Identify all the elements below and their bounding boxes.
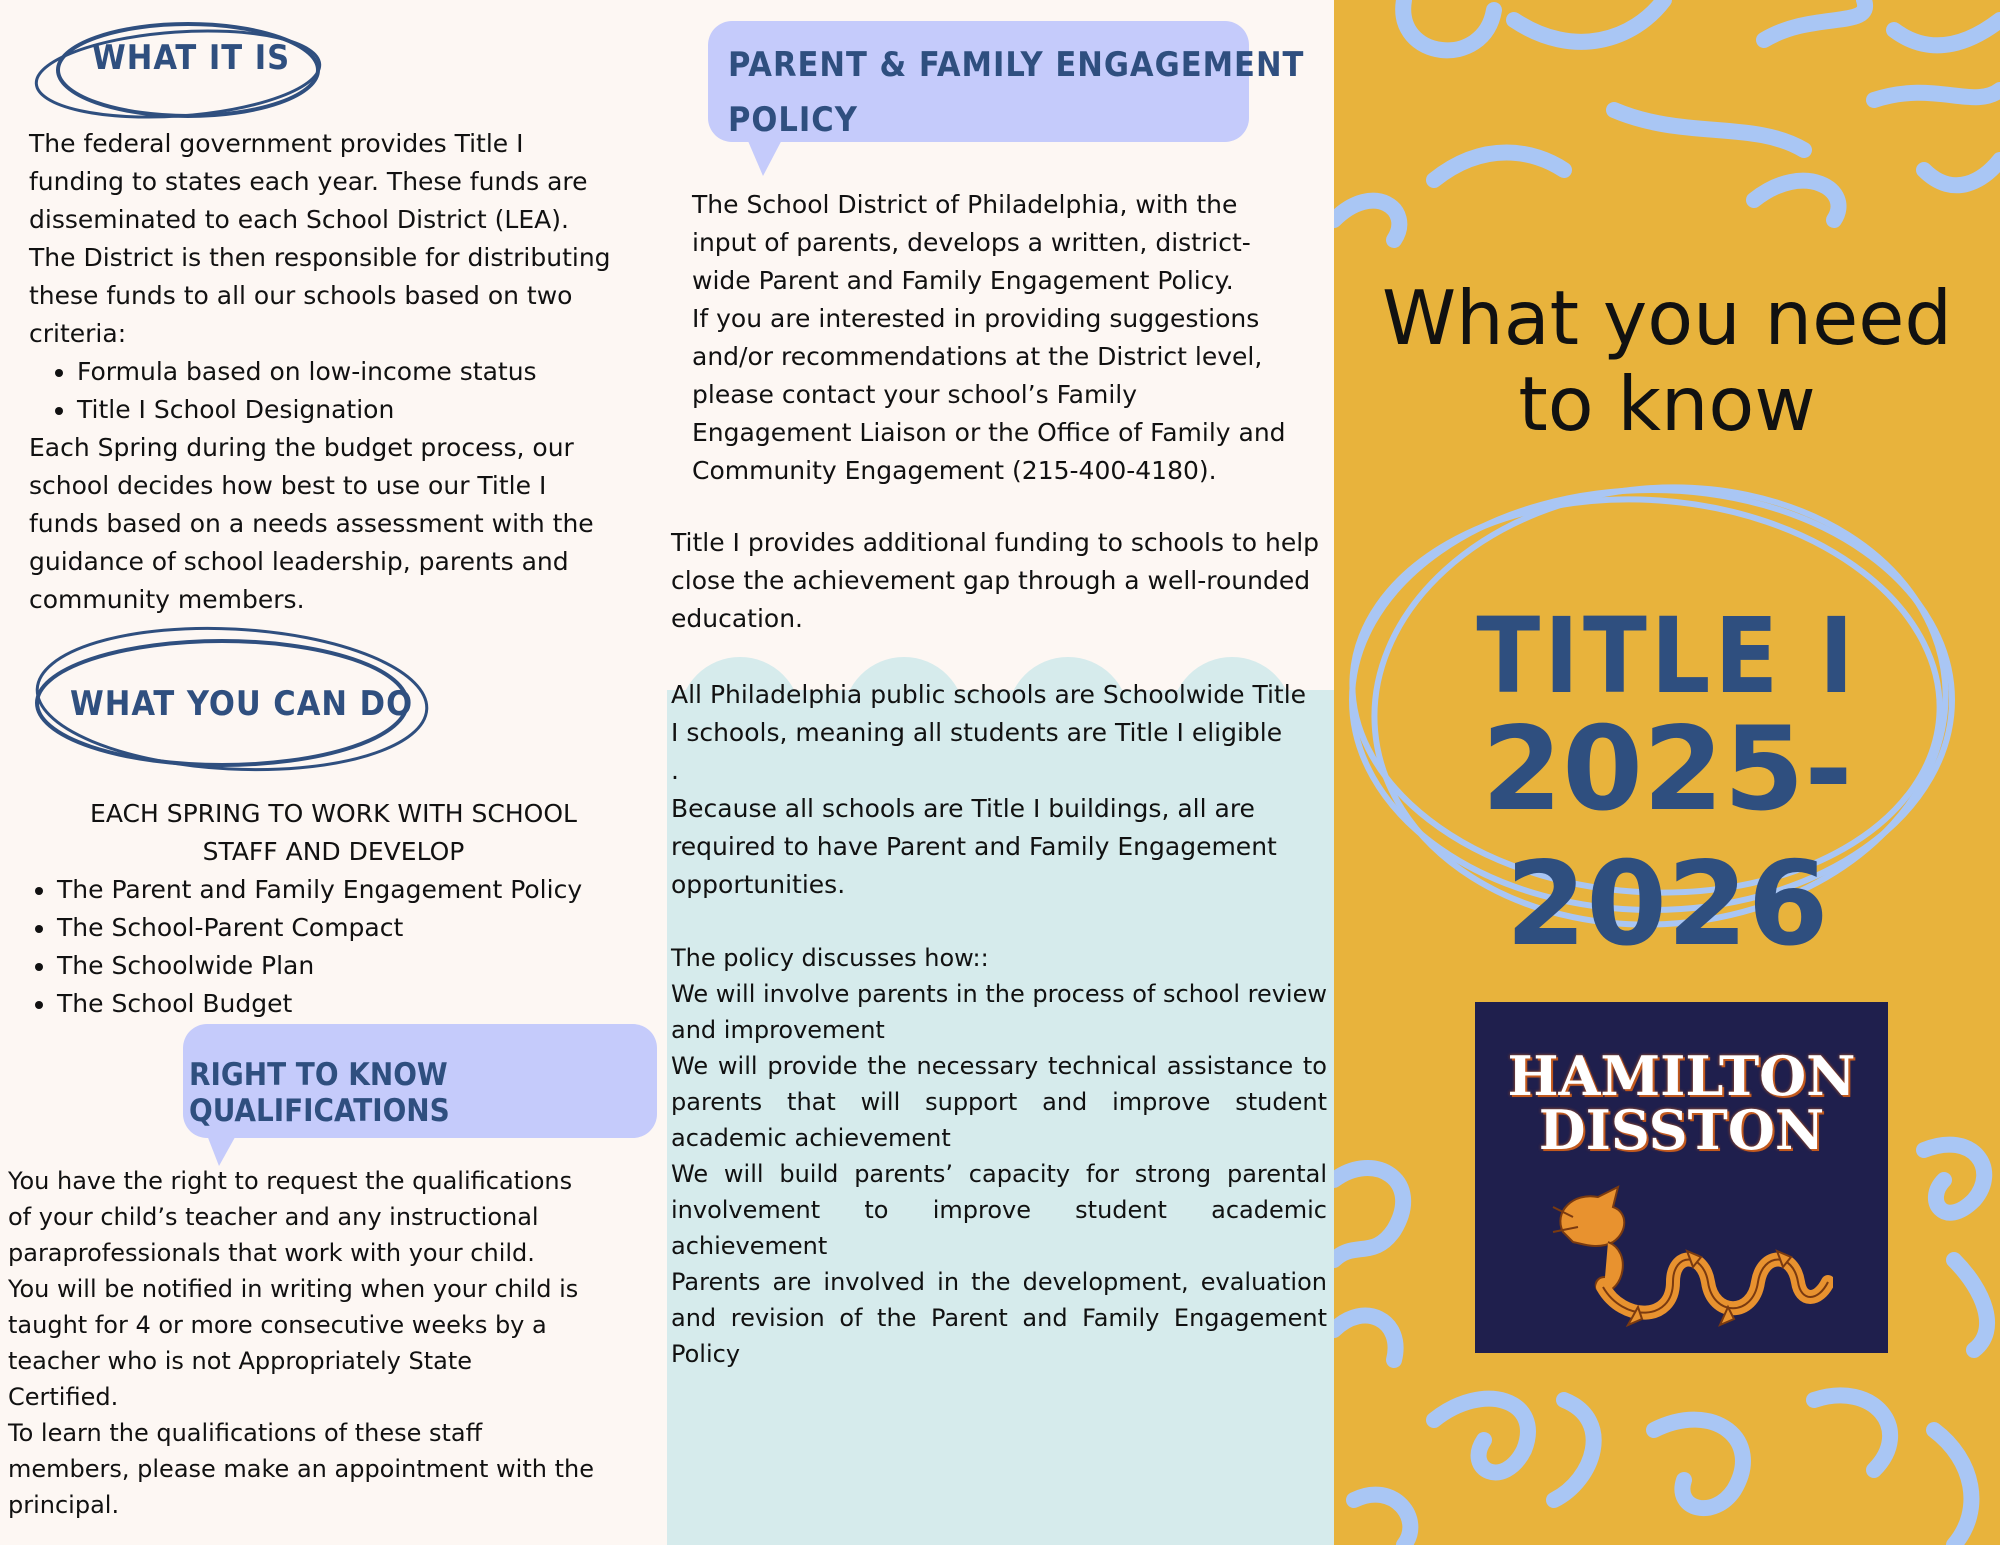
left-panel [0, 0, 667, 1545]
what-you-can-do-heading: WHAT YOU CAN DO [70, 684, 414, 724]
buildings-para: Because all schools are Title I buildings, all are required to have Parent and Family Engagement opportunities. [671, 794, 1277, 899]
policy-line: wide Parent and Family Engagement Policy. [692, 266, 1234, 295]
schoolwide-text [671, 676, 1311, 904]
policy-point: We will build parents’ capacity for strong parental involvement to improve student academic achievement [671, 1160, 1327, 1260]
title1-funding-text: Title I provides additional funding to schools to help close the achievement gap through a well-rounded education. [671, 528, 1320, 633]
right-panel [1334, 0, 2000, 1545]
policy-line: and/or recommendations at the District level, [692, 342, 1263, 371]
right-to-know-line: You have the right to request the qualifications [8, 1167, 573, 1195]
policy-discusses-text [671, 940, 1327, 1372]
policy-line: input of parents, develops a written, district- [692, 228, 1251, 257]
right-to-know-line: taught for 4 or more consecutive weeks by a [8, 1311, 547, 1339]
what-it-is-para1: The federal government provides Title I funding to states each year. These funds are disseminated to each School District (LEA). The District is then responsible for distributing these funds to all our schools based on two criteria: [29, 129, 611, 348]
right-to-know-text [8, 1163, 648, 1523]
what-you-can-do-intro [0, 795, 667, 871]
policy-point: Parents are involved in the development, evaluation and revision of the Parent and Family Engagement Policy [671, 1268, 1327, 1368]
logo-text-disston: DISSTON [1538, 1098, 1825, 1162]
criteria-list [29, 353, 619, 429]
school-year: 2025-2026 [1481, 702, 1853, 972]
develop-item: • The Parent and Family Engagement Policy [57, 871, 649, 909]
policy-point: We will involve parents in the process of school review and improvement [671, 980, 1327, 1044]
policy-line: If you are interested in providing suggestions [692, 304, 1260, 333]
policy-discusses-label: The policy discusses how:: [671, 944, 989, 972]
develop-list [9, 871, 649, 1023]
middle-panel [667, 0, 1334, 1545]
policy-line: The School District of Philadelphia, with the [692, 190, 1238, 219]
right-to-know-line: members, please make an appointment with the [8, 1455, 594, 1483]
what-it-is-para2: Each Spring during the budget process, our school decides how best to use our Title I funds based on a needs assessment with the guidance of school leadership, parents and community members. [29, 433, 594, 614]
policy-line: please contact your school’s Family [692, 380, 1138, 409]
policy-heading-line: POLICY [728, 100, 858, 140]
intro-line: STAFF AND DEVELOP [202, 837, 465, 866]
develop-item: • The School Budget [57, 985, 649, 1023]
intro-line: EACH SPRING TO WORK WITH SCHOOL [90, 799, 577, 828]
develop-item: • The School-Parent Compact [57, 909, 649, 947]
right-to-know-heading: RIGHT TO KNOW QUALIFICATIONS [189, 1057, 450, 1129]
dragon-icon [1543, 1172, 1833, 1332]
tagline [1334, 275, 2000, 447]
tagline-line: to know [1518, 360, 1816, 448]
right-to-know-line: of your child’s teacher and any instructional [8, 1203, 539, 1231]
policy-point: We will provide the necessary technical assistance to parents that will support and improve student academic achievement [671, 1052, 1327, 1152]
what-it-is-text [29, 125, 619, 619]
tagline-line: What you need [1382, 274, 1952, 362]
policy-text [692, 186, 1312, 490]
right-to-know-line: teacher who is not Appropriately State [8, 1347, 473, 1375]
criteria-item: • Formula based on low-income status [77, 353, 619, 391]
what-you-can-do-list-wrap [9, 871, 649, 1023]
what-it-is-heading: WHAT IT IS [92, 38, 291, 78]
school-logo [1475, 1002, 1888, 1353]
right-to-know-line: paraprofessionals that work with your child. [8, 1239, 535, 1267]
logo-text-hamilton: HAMILTON [1507, 1044, 1856, 1108]
criteria-item: • Title I School Designation [77, 391, 619, 429]
right-to-know-line: principal. [8, 1491, 120, 1519]
schoolwide-para: All Philadelphia public schools are Schoolwide Title I schools, meaning all students are Title I eligible [671, 680, 1307, 747]
schoolwide-dot: . [671, 756, 679, 785]
policy-line: Community Engagement (215-400-4180). [692, 456, 1217, 485]
policy-heading-line: PARENT & FAMILY ENGAGEMENT [728, 45, 1305, 85]
right-to-know-line: You will be notified in writing when your child is [8, 1275, 579, 1303]
right-to-know-line: Certified. [8, 1383, 119, 1411]
right-to-know-line: To learn the qualifications of these staff [8, 1419, 483, 1447]
policy-heading [728, 38, 1304, 148]
develop-item: • The Schoolwide Plan [57, 947, 649, 985]
policy-line: Engagement Liaison or the Office of Family and [692, 418, 1286, 447]
title-heading: TITLE I [1476, 595, 1858, 717]
